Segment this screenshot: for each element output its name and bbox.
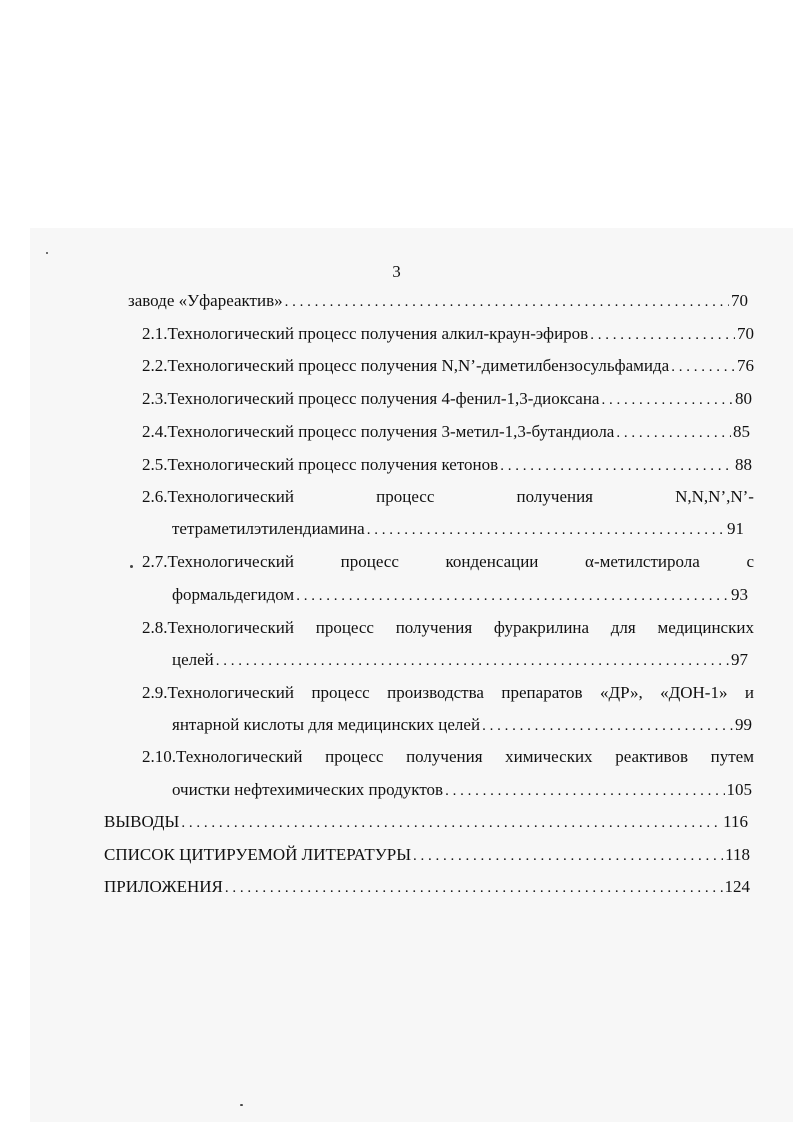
toc-entry — [142, 551, 754, 573]
toc-entry — [104, 844, 750, 866]
toc-entry-number: 2.5. — [142, 455, 168, 474]
dot-leader — [590, 324, 735, 346]
toc-entry-title-word: реактивов — [615, 747, 688, 766]
toc-entry-page: 118 — [725, 845, 750, 864]
toc-entry-title-word: с — [746, 552, 754, 571]
dot-leader — [445, 780, 724, 802]
toc-entry-page: 80 — [735, 389, 752, 408]
toc-entry-page: 88 — [735, 455, 752, 474]
dot-leader — [181, 812, 721, 834]
toc-entry-number: 2.10. — [142, 747, 176, 766]
toc-entry-title-word: процесс — [325, 747, 384, 766]
toc-entry-title-word: Технологический — [176, 747, 303, 766]
toc-entry — [104, 811, 748, 833]
toc-entry-title-word: Технологический — [167, 487, 295, 506]
toc-entry-page: 99 — [735, 715, 752, 734]
toc-entry-title: янтарной кислоты для медицинских целей — [172, 715, 481, 734]
toc-entry-title: ПРИЛОЖЕНИЯ — [104, 877, 223, 896]
toc-entry-page: 105 — [726, 780, 752, 799]
toc-entry-title: ВЫВОДЫ — [104, 812, 180, 831]
toc-entry-title-word: Технологический — [167, 683, 295, 702]
toc-entry — [142, 388, 752, 410]
page-number: 3 — [392, 262, 401, 281]
toc-entry-page: 91 — [727, 519, 744, 538]
toc-entry-number: 2.1. — [142, 324, 168, 343]
toc-entry-title-word: фуракрилина — [493, 618, 590, 637]
toc-entry-continuation — [172, 518, 744, 540]
toc-entry-title: Технологический процесс получения алкил-краун-эфиров — [167, 324, 589, 343]
toc-entry — [104, 876, 750, 898]
toc-entry — [142, 682, 754, 704]
toc-entry-title: Технологический процесс получения кетонов — [167, 455, 499, 474]
toc-entry-title-word: процесс — [340, 552, 399, 571]
toc-entry — [142, 617, 754, 639]
toc-entry-title-word: и — [744, 683, 754, 702]
toc-entry — [142, 746, 754, 768]
dot-leader — [500, 455, 733, 477]
toc-entry-title-word: получения — [516, 487, 593, 506]
toc-entry-number: 2.3. — [142, 389, 168, 408]
toc-entry-title-word: получения — [406, 747, 483, 766]
toc-entry-page: 124 — [724, 877, 750, 896]
toc-entry-title: тетраметилэтилендиамина — [172, 519, 365, 538]
toc-entry-title-word: получения — [395, 618, 473, 637]
toc-entry — [142, 454, 752, 476]
toc-entry-continuation — [172, 779, 752, 801]
dot-leader — [482, 715, 733, 737]
dot-leader — [225, 877, 723, 899]
toc-entry-title-word: «ДР», — [599, 683, 643, 702]
dot-leader — [616, 422, 731, 444]
toc-entry-title-word: для — [610, 618, 636, 637]
toc-entry-page: 97 — [731, 650, 748, 669]
toc-entry — [142, 421, 750, 443]
dot-leader — [296, 585, 729, 607]
scan-speck — [46, 252, 48, 254]
toc-entry-title: формальдегидом — [172, 585, 295, 604]
toc-entry-continuation — [172, 649, 748, 671]
toc-entry-title: целей — [172, 650, 214, 669]
toc-entry-number: 2.7. — [142, 552, 168, 571]
toc-entry-title-word: химических — [505, 747, 593, 766]
dot-leader — [216, 650, 729, 672]
toc-entry-page: 70 — [731, 291, 748, 310]
toc-entry-title-word: конденсации — [445, 552, 539, 571]
dot-leader — [413, 845, 723, 867]
toc-entry-continuation — [172, 714, 752, 736]
toc-entry-title-word: «ДОН-1» — [660, 683, 728, 702]
toc-entry-number: 2.2. — [142, 356, 168, 375]
toc-entry-title-word: Технологический — [167, 552, 295, 571]
toc-entry-continuation — [172, 584, 748, 606]
toc-entry-page: 70 — [737, 324, 754, 343]
toc-entry-title-word: α-метилстирола — [585, 552, 700, 571]
scan-speck — [240, 1104, 243, 1106]
scan-speck — [130, 565, 133, 568]
toc-entry-page: 93 — [731, 585, 748, 604]
toc-entry-page: 116 — [723, 812, 748, 831]
toc-entry-title: очистки нефтехимических продуктов — [172, 780, 444, 799]
toc-entry-title: СПИСОК ЦИТИРУЕМОЙ ЛИТЕРАТУРЫ — [104, 845, 412, 864]
toc-entry-title-word: Технологический — [167, 618, 295, 637]
toc-entry — [128, 290, 748, 312]
toc-entry-title: заводе «Уфареактив» — [128, 291, 283, 310]
dot-leader — [671, 356, 735, 378]
dot-leader — [601, 389, 733, 411]
toc-entry-page: 76 — [737, 356, 754, 375]
toc-entry — [142, 355, 754, 377]
toc-entry-title-word: процесс — [376, 487, 435, 506]
toc-entry-title-word: препаратов — [501, 683, 583, 702]
toc-entry-title-word: процесс — [315, 618, 374, 637]
toc-entry-number: 2.8. — [142, 618, 168, 637]
toc-entry-title: Технологический процесс получения 3-метил-1,3-бутандиола — [167, 422, 615, 441]
toc-entry-title-word: медицинских — [657, 618, 754, 637]
toc-entry-number: 2.6. — [142, 487, 168, 506]
toc-entry — [142, 323, 754, 345]
toc-entry-title-word: производства — [387, 683, 484, 702]
toc-entry — [142, 486, 754, 508]
toc-entry-title-word: N,N,N’,N’- — [675, 487, 754, 506]
toc-entry-title: Технологический процесс получения N,N’-диметилбензосульфамида — [167, 356, 670, 375]
toc-entry-page: 85 — [733, 422, 750, 441]
dot-leader — [367, 519, 725, 541]
toc-entry-title-word: процесс — [311, 683, 370, 702]
toc-entry-title: Технологический процесс получения 4-фенил-1,3-диоксана — [167, 389, 600, 408]
toc-entry-title-word: путем — [710, 747, 754, 766]
dot-leader — [285, 291, 729, 313]
toc-entry-number: 2.4. — [142, 422, 168, 441]
toc-entry-number: 2.9. — [142, 683, 168, 702]
